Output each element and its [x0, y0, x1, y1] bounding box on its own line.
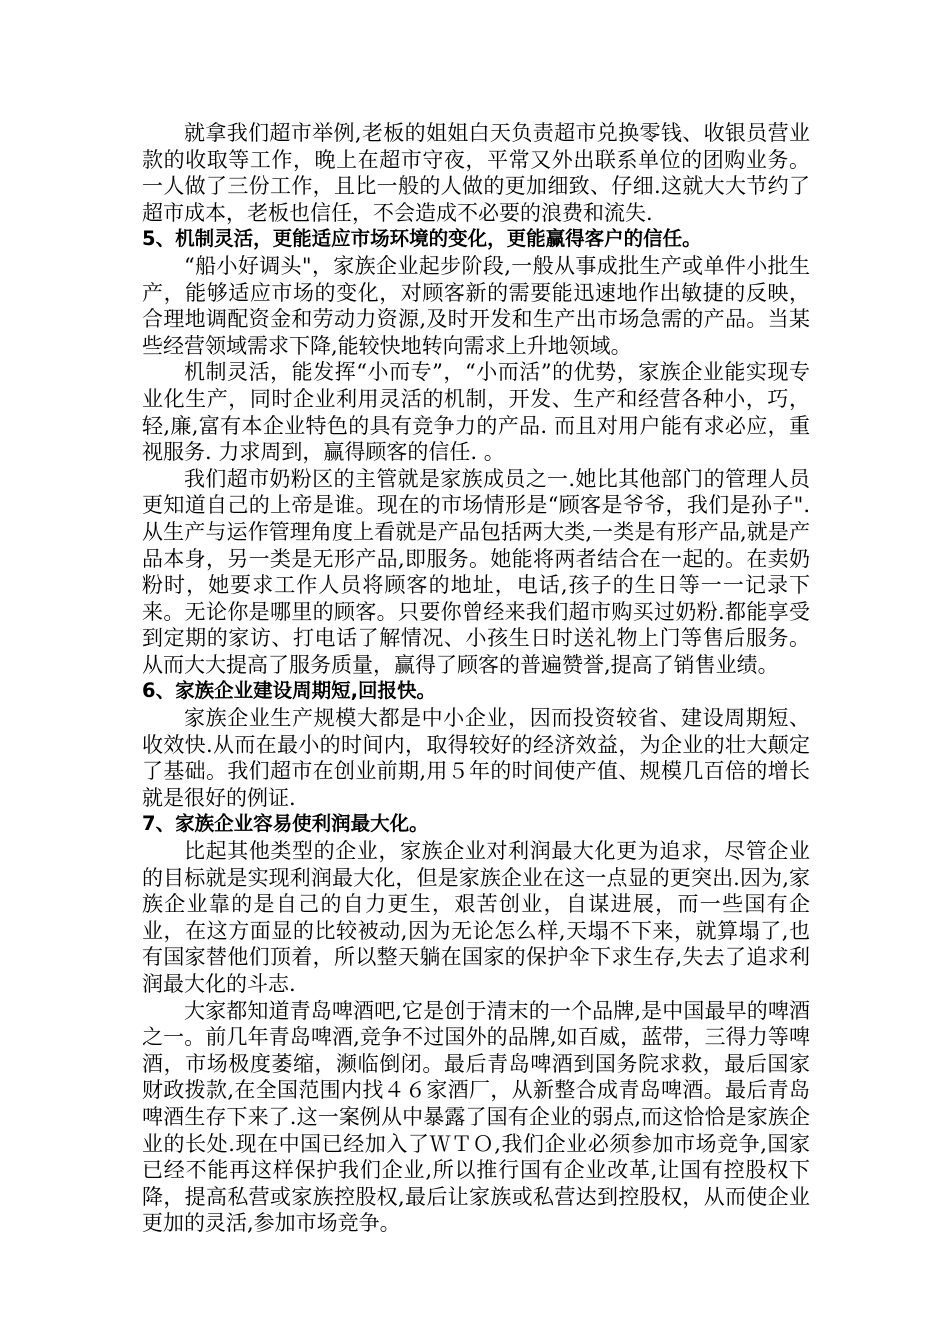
paragraph-small-and-specialized: 机制灵活，能发挥“小而专”，“小而活”的优势，家族企业能实现专业化生产，同时企业利用灵活的机制，开发、生产和经营各种小，巧，轻,廉,富有本企业特色的具有竞争力的产品. 而且对用户能有求必应，重视服务. 力求周到，赢得顾客的信任. 。 — [142, 360, 810, 465]
paragraph-milk-powder-manager: 我们超市奶粉区的主管就是家族成员之一.她比其他部门的管理人员更知道自己的上帝是谁。现在的市场情形是“顾客是爷爷，我们是孙子".从生产与运作管理角度上看就是产品包括两大类,一类是有形产品,就是产品本身，另一类是无形产品,即服务。她能将两者结合在一起的。在卖奶粉时，她要求工作人员将顾客的地址，电话,孩子的生日等一一记录下来。无论你是哪里的顾客。只要你曾经来我们超市购买过奶粉.都能享受到定期的家访、打电话了解情况、小孩生日时送礼物上门等售后服务。从而大大提高了服务质量，赢得了顾客的普遍赞誉,提高了销售业绩。 — [142, 466, 810, 677]
paragraph-supermarket-example: 就拿我们超市举例,老板的姐姐白天负责超市兑换零钱、收银员营业款的收取等工作，晚上在超市守夜，平常又外出联系单位的团购业务。一人做了三份工作，且比一般的人做的更加细致、仔细.这就大大节约了超市成本，老板也信任，不会造成不必要的浪费和流失. — [142, 121, 810, 225]
paragraph-tsingtao-beer: 大家都知道青岛啤酒吧,它是创于清末的一个品牌,是中国最早的啤酒之一。前几年青岛啤酒,竞争不过国外的品牌,如百威，蓝带，三得力等啤酒，市场极度萎缩，濒临倒闭。最后青岛啤酒到国务院求救，最后国家财政拨款,在全国范围内找４６家酒厂，从新整合成青岛啤酒。最后青岛啤酒生存下来了.这一案例从中暴露了国有企业的弱点,而这恰恰是家族企业的长处.现在中国已经加入了ＷＴＯ,我们企业必须参加市场竞争,国家已经不能再这样保护我们企业,所以推行国有企业改革,让国有控股权下降，提高私营或家族控股权,最后让家族或私营达到控股权，从而使企业更加的灵活,参加市场竞争。 — [142, 998, 810, 1236]
heading-6-short-construction-cycle: 6、家族企业建设周期短,回报快。 — [142, 679, 436, 703]
heading-5-flexible-mechanism: 5、机制灵活，更能适应市场环境的变化，更能赢得客户的信任。 — [142, 227, 702, 251]
heading-7-profit-maximization: 7、家族企业容易使利润最大化。 — [142, 812, 429, 836]
paragraph-small-scale-enterprises: 家族企业生产规模大都是中小企业，因而投资较省、建设周期短、收效快.从而在最小的时间内，取得较好的经济效益，为企业的壮大颠定了基础。我们超市在创业前期,用５年的时间使产值、规模几百倍的增长就是很好的例证. — [142, 706, 810, 810]
paragraph-profit-pursuit: 比起其他类型的企业，家族企业对利润最大化更为追求，尽管企业的目标就是实现利润最大化，但是家族企业在这一点显的更突出.因为,家族企业靠的是自己的自力更生，艰苦创业，自谋进展，而一些国有企业，在这方面显的比较被动,因为无论怎么样,天塌不下来，就算塌了,也有国家替他们顶着，所以整天躺在国家的保护伞下求生存,失去了追求利润最大化的斗志. — [142, 839, 810, 996]
paragraph-small-boat: “船小好调头"，家族企业起步阶段,一般从事成批生产或单件小批生产，能够适应市场的变化，对顾客新的需要能迅速地作出敏捷的反映，合理地调配资金和劳动力资源,及时开发和生产出市场急需的产品。当某些经营领域需求下降,能较快地转向需求上升地领域。 — [142, 253, 810, 358]
document-page — [142, 120, 810, 1237]
